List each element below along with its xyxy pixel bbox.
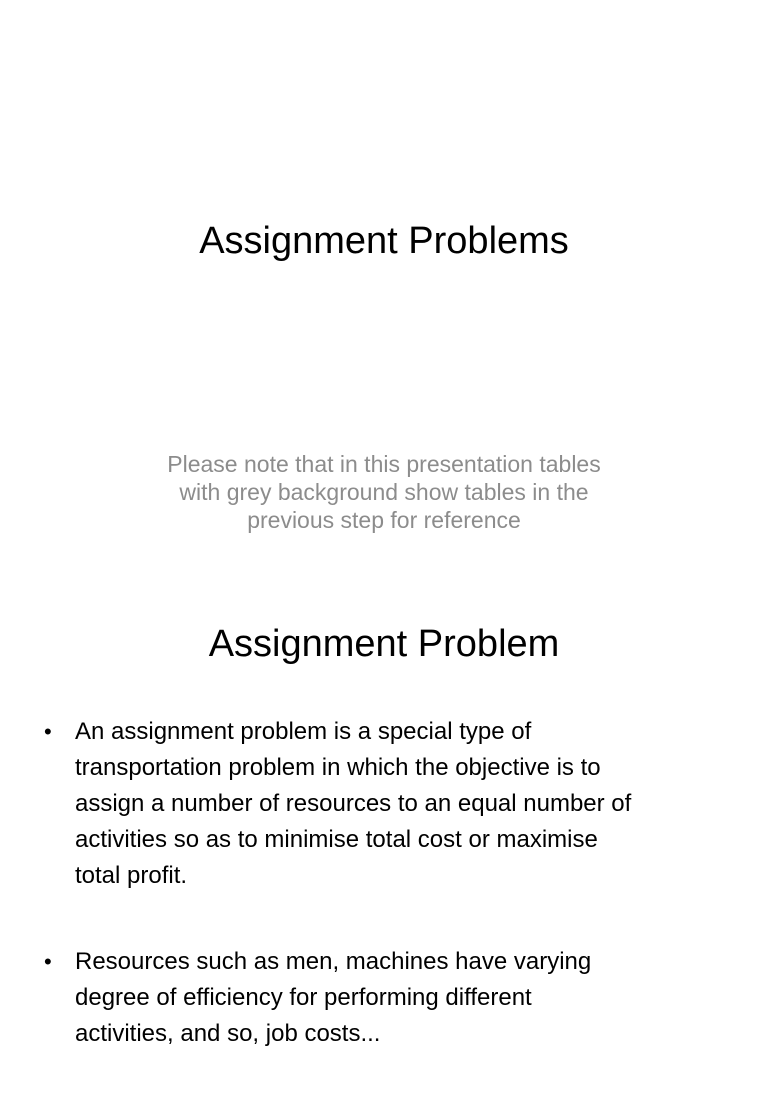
subtitle-line: Please note that in this presentation tables — [167, 451, 601, 477]
slide-2 — [0, 576, 768, 1047]
bullet-text-line: transportation problem in which the objective is to — [75, 754, 601, 781]
bullet-item — [40, 944, 740, 1052]
slide-subtitle — [124, 450, 644, 534]
subtitle-line: previous step for reference — [247, 507, 521, 533]
bullet-text-line: total profit. — [75, 862, 188, 889]
bullet-text-line: activities, and so, job costs... — [75, 1020, 381, 1047]
bullet-text-line: Resources such as men, machines have varying — [75, 948, 592, 975]
bullet-list — [40, 714, 740, 1102]
bullet-icon: • — [44, 719, 52, 744]
bullet-text-line: An assignment problem is a special type of — [75, 718, 532, 745]
bullet-item — [40, 714, 740, 894]
slide-title: Assignment Problem — [208, 623, 560, 665]
slide-title: Assignment Problems — [199, 220, 569, 262]
bullet-icon: • — [44, 949, 52, 974]
subtitle-line: with grey background show tables in the — [179, 479, 589, 505]
bullet-text-line: degree of efficiency for performing different — [75, 984, 532, 1011]
bullet-text-line: assign a number of resources to an equal number of — [75, 790, 632, 817]
bullet-text-line: activities so as to minimise total cost or maximise — [75, 826, 598, 853]
